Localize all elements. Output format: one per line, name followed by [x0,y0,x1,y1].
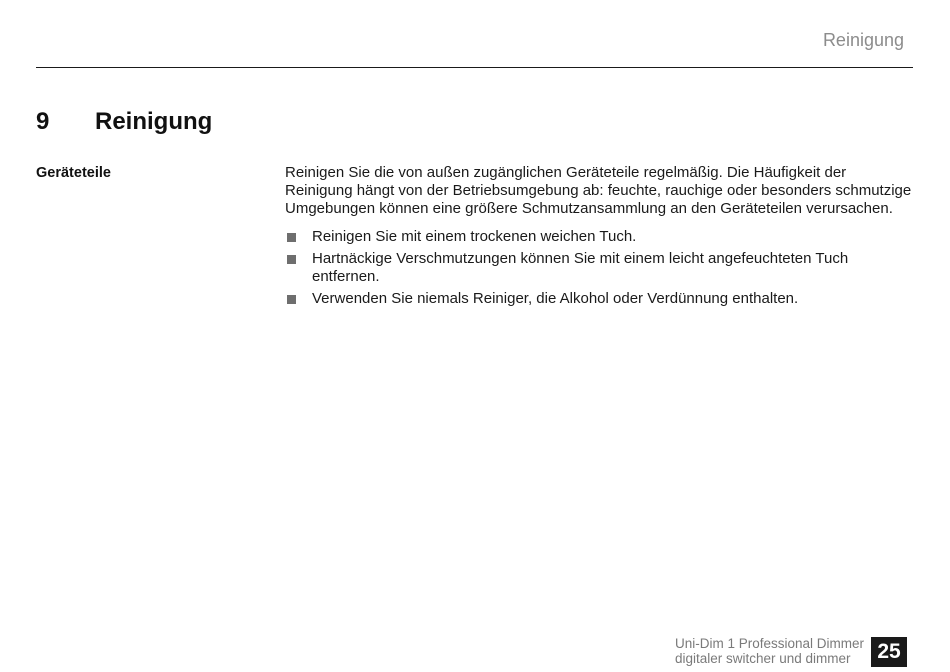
header-rule [36,67,913,68]
chapter-number: 9 [36,108,50,135]
list-item-text: Reinigen Sie mit einem trockenen weichen Tuch. [312,228,637,245]
instruction-list [285,228,915,308]
running-header-title: Reinigung [822,30,904,50]
square-bullet-icon [287,233,296,242]
footer-product-line-2: digitaler switcher und dimmer [674,651,851,666]
footer-product-line-1: Uni-Dim 1 Professional Dimmer [674,636,864,651]
footer-product-info [675,636,864,666]
chapter-title: Reinigung [95,108,213,135]
list-item [285,228,915,246]
list-item-text: Verwenden Sie niemals Reiniger, die Alkohol oder Verdünnung enthalten. [312,290,799,307]
square-bullet-icon [287,255,296,264]
list-item [285,250,915,286]
intro-paragraph: Reinigen Sie die von außen zugänglichen Geräteteile regelmäßig. Die Häufigkeit der Reinigung hängt von der Betriebsumgebung ab: feuchte, rauchige oder besonders schmutzige Umgebungen können eine größere Schmutzansammlung an den Geräteteilen verursachen. [285,164,912,217]
list-item [285,290,915,308]
section-label: Geräteteile [36,165,111,181]
list-item-text: Hartnäckige Verschmutzungen können Sie mit einem leicht angefeuchteten Tuch entfernen. [312,250,849,285]
square-bullet-icon [287,295,296,304]
page-number: 25 [871,637,907,667]
section-body [285,164,915,312]
chapter-heading [36,108,212,136]
